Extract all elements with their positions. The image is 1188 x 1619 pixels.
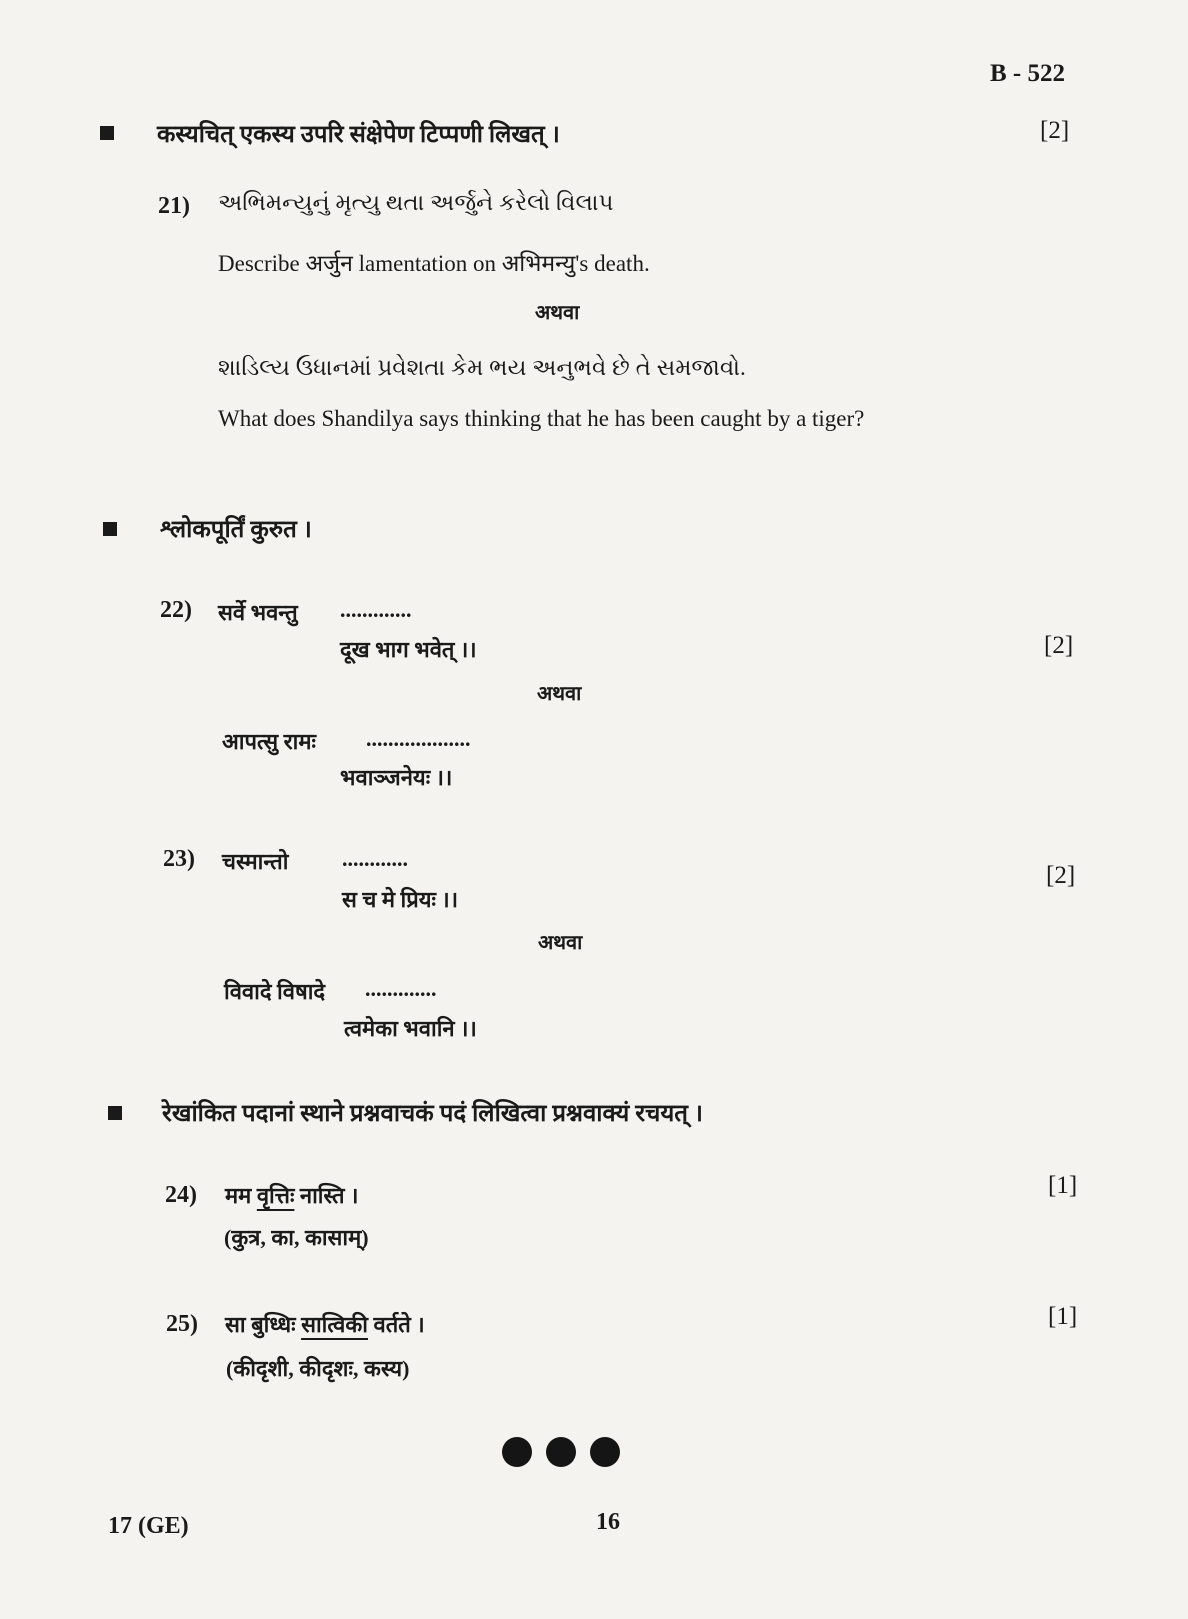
question-number: 25)	[166, 1311, 198, 1337]
section-heading: श्लोकपूर्तिं कुरुत ।	[160, 517, 312, 543]
marks-label: [2]	[1040, 117, 1070, 144]
end-dot	[590, 1437, 620, 1467]
sentence-text: सा बुध्धिः	[225, 1312, 296, 1337]
marks-label: [1]	[1048, 1303, 1078, 1330]
answer-options: (कुत्र, का, कासाम्)	[224, 1225, 369, 1250]
or-label: अथवा	[538, 932, 583, 954]
alt-question-gujarati: શાડિલ્ય ઉધાનમાં પ્રવેશતા કેમ ભય અનુભવે છે તે સમજાવો.	[218, 355, 746, 380]
end-dot	[546, 1437, 576, 1467]
paper-code: B - 522	[990, 60, 1065, 87]
end-of-section-dots	[502, 1437, 620, 1467]
marks-label: [2]	[1046, 862, 1076, 889]
question-number: 21)	[158, 193, 190, 219]
section-bullet	[108, 1106, 122, 1120]
footer-code: 17 (GE)	[108, 1513, 189, 1539]
verse-blank: .............	[365, 976, 437, 1001]
end-dot	[502, 1437, 532, 1467]
or-label: अथवा	[537, 683, 582, 705]
question-number: 23)	[163, 846, 195, 872]
question-sentence	[225, 1309, 425, 1339]
question-number: 24)	[165, 1182, 197, 1208]
verse-line: दूख भाग भवेत् ।।	[340, 637, 477, 662]
question-gujarati: અભિમન્યુનું મૃત્યુ થતા અર્જુને કરેલો વિલાપ	[218, 190, 614, 215]
question-sentence	[225, 1180, 358, 1210]
verse-line: आपत्सु रामः	[222, 729, 316, 754]
question-number: 22)	[160, 597, 192, 623]
verse-line: चस्मान्तो	[222, 849, 289, 874]
section-bullet	[100, 126, 114, 140]
section-bullet	[103, 522, 117, 536]
page-number: 16	[596, 1509, 620, 1535]
sentence-text: वर्तते ।	[373, 1312, 425, 1337]
marks-label: [2]	[1044, 632, 1074, 659]
verse-line: त्वमेका भवानि ।।	[344, 1016, 477, 1041]
answer-options: (कीदृशी, कीदृशः, कस्य)	[226, 1356, 410, 1381]
verse-line: स च मे प्रियः ।।	[342, 887, 459, 912]
section-heading: कस्यचित् एकस्य उपरि संक्षेपेण टिप्पणी लिखत् ।	[157, 122, 560, 148]
underlined-word: सात्विकी	[301, 1312, 369, 1337]
verse-blank: .............	[340, 597, 412, 622]
sentence-text: मम	[225, 1183, 252, 1208]
verse-blank: ............	[342, 846, 408, 871]
verse-line: भवाञ्जनेयः ।।	[340, 765, 453, 790]
question-english: Describe अर्जुन lamentation on अभिमन्यु's death.	[218, 251, 650, 276]
marks-label: [1]	[1048, 1172, 1078, 1199]
sentence-text: नास्ति ।	[299, 1183, 359, 1208]
section-heading: रेखांकित पदानां स्थाने प्रश्नवाचकं पदं लिखित्वा प्रश्नवाक्यं रचयत् ।	[162, 1101, 704, 1127]
underlined-word: वृत्तिः	[256, 1183, 295, 1208]
or-label: अथवा	[535, 302, 580, 324]
verse-line: विवादे विषादे	[224, 979, 326, 1004]
verse-blank: ...................	[366, 726, 471, 751]
alt-question-english: What does Shandilya says thinking that he has been caught by a tiger?	[218, 406, 865, 431]
verse-line: सर्वे भवन्तु	[218, 600, 298, 625]
